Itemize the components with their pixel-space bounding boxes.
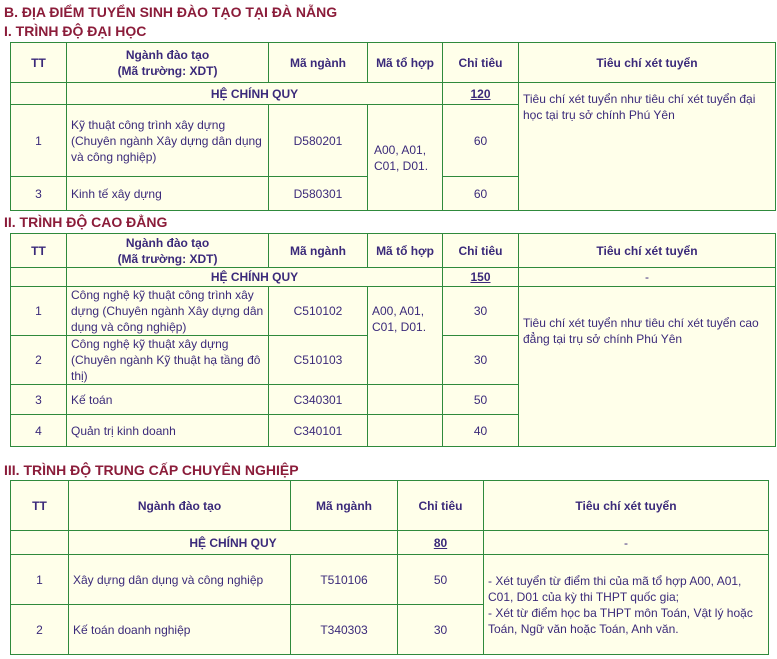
header-tieu-chi: Tiêu chí xét tuyển bbox=[519, 234, 776, 268]
vocational-heading: III. TRÌNH ĐỘ TRUNG CẤP CHUYÊN NGHIỆP bbox=[4, 462, 299, 478]
header-tt: TT bbox=[11, 234, 67, 268]
he-chinh-quy: HỆ CHÍNH QUY bbox=[69, 531, 398, 555]
row-quota: 40 bbox=[443, 415, 519, 447]
criteria-text: Tiêu chí xét tuyển như tiêu chí xét tuyển đại học tại trụ sở chính Phú Yên bbox=[519, 83, 776, 211]
header-ma-to-hop: Mã tổ hợp bbox=[368, 234, 443, 268]
total-quota: 150 bbox=[443, 268, 519, 287]
row-quota: 50 bbox=[398, 555, 484, 605]
row-tt: 4 bbox=[11, 415, 67, 447]
college-table bbox=[10, 233, 776, 447]
criteria-text bbox=[484, 555, 769, 655]
table-row bbox=[11, 555, 769, 605]
university-table bbox=[10, 42, 776, 211]
header-nganh: Ngành đào tạo (Mã trường: XDT) bbox=[67, 234, 269, 268]
table-row bbox=[11, 287, 776, 336]
row-quota: 30 bbox=[443, 287, 519, 336]
row-tt: 1 bbox=[11, 105, 67, 177]
header-ma-to-hop: Mã tổ hợp bbox=[368, 43, 443, 83]
header-ma-nganh: Mã ngành bbox=[291, 481, 398, 531]
row-quota: 60 bbox=[443, 177, 519, 211]
header-ma-nganh: Mã ngành bbox=[269, 43, 368, 83]
row-name: Kỹ thuật công trình xây dựng (Chuyên ngành Xây dựng dân dụng và công nghiệp) bbox=[67, 105, 269, 177]
row-tt: 3 bbox=[11, 385, 67, 415]
row-name: Quản trị kinh doanh bbox=[67, 415, 269, 447]
combo-codes: A00, A01, C01, D01. bbox=[368, 105, 443, 211]
header-tt: TT bbox=[11, 481, 69, 531]
row-code: D580201 bbox=[269, 105, 368, 177]
table-row bbox=[11, 83, 776, 105]
criteria-dash: - bbox=[519, 268, 776, 287]
header-ma-nganh: Mã ngành bbox=[269, 234, 368, 268]
table-row bbox=[11, 268, 776, 287]
section-b-heading: B. ĐỊA ĐIỂM TUYỂN SINH ĐÀO TẠO TẠI ĐÀ NẴNG bbox=[4, 4, 338, 20]
row-tt: 2 bbox=[11, 605, 69, 655]
header-chi-tieu: Chỉ tiêu bbox=[398, 481, 484, 531]
table-row bbox=[11, 531, 769, 555]
vocational-table bbox=[10, 480, 769, 655]
criteria-line-2: - Xét từ điểm học ba THPT môn Toán, Vật lý hoặc Toán, Ngữ văn hoặc Toán, Anh văn. bbox=[488, 606, 753, 636]
criteria-dash: - bbox=[484, 531, 769, 555]
row-tt: 1 bbox=[11, 555, 69, 605]
row-code: C340301 bbox=[269, 385, 368, 415]
university-heading: I. TRÌNH ĐỘ ĐẠI HỌC bbox=[4, 23, 147, 39]
row-code: D580301 bbox=[269, 177, 368, 211]
row-code: C510103 bbox=[269, 336, 368, 385]
row-code: C510102 bbox=[269, 287, 368, 336]
header-tieu-chi: Tiêu chí xét tuyển bbox=[484, 481, 769, 531]
row-quota: 60 bbox=[443, 105, 519, 177]
header-tt: TT bbox=[11, 43, 67, 83]
row-quota: 50 bbox=[443, 385, 519, 415]
row-tt: 2 bbox=[11, 336, 67, 385]
he-chinh-quy: HỆ CHÍNH QUY bbox=[67, 268, 443, 287]
header-nganh: Ngành đào tạo bbox=[69, 481, 291, 531]
college-heading: II. TRÌNH ĐỘ CAO ĐẲNG bbox=[4, 214, 168, 230]
criteria-text: Tiêu chí xét tuyển như tiêu chí xét tuyển cao đẳng tại trụ sở chính Phú Yên bbox=[519, 287, 776, 447]
combo-codes: A00, A01, C01, D01. bbox=[368, 287, 443, 385]
table-header-row bbox=[11, 43, 776, 83]
row-name: Công nghệ kỹ thuật xây dựng (Chuyên ngành Kỹ thuật hạ tầng đô thị) bbox=[67, 336, 269, 385]
row-quota: 30 bbox=[398, 605, 484, 655]
row-code: T340303 bbox=[291, 605, 398, 655]
table-header-row bbox=[11, 234, 776, 268]
he-chinh-quy: HỆ CHÍNH QUY bbox=[67, 83, 443, 105]
row-name: Kế toán bbox=[67, 385, 269, 415]
row-name: Kế toán doanh nghiệp bbox=[69, 605, 291, 655]
header-chi-tieu: Chỉ tiêu bbox=[443, 43, 519, 83]
row-tt: 1 bbox=[11, 287, 67, 336]
row-tt: 3 bbox=[11, 177, 67, 211]
row-name: Kinh tế xây dựng bbox=[67, 177, 269, 211]
row-name: Công nghệ kỹ thuật công trình xây dựng (Chuyên ngành Xây dựng dân dụng và công nghiệp) bbox=[67, 287, 269, 336]
criteria-line-1: - Xét tuyển từ điểm thi của mã tổ hợp A00, A01, C01, D01 của kỳ thi THPT quốc gia; bbox=[488, 574, 742, 604]
row-code: C340101 bbox=[269, 415, 368, 447]
header-tieu-chi: Tiêu chí xét tuyển bbox=[519, 43, 776, 83]
header-chi-tieu: Chỉ tiêu bbox=[443, 234, 519, 268]
total-quota: 80 bbox=[398, 531, 484, 555]
total-quota: 120 bbox=[443, 83, 519, 105]
row-name: Xây dựng dân dụng và công nghiệp bbox=[69, 555, 291, 605]
row-quota: 30 bbox=[443, 336, 519, 385]
row-code: T510106 bbox=[291, 555, 398, 605]
table-header-row bbox=[11, 481, 769, 531]
header-nganh: Ngành đào tạo (Mã trường: XDT) bbox=[67, 43, 269, 83]
